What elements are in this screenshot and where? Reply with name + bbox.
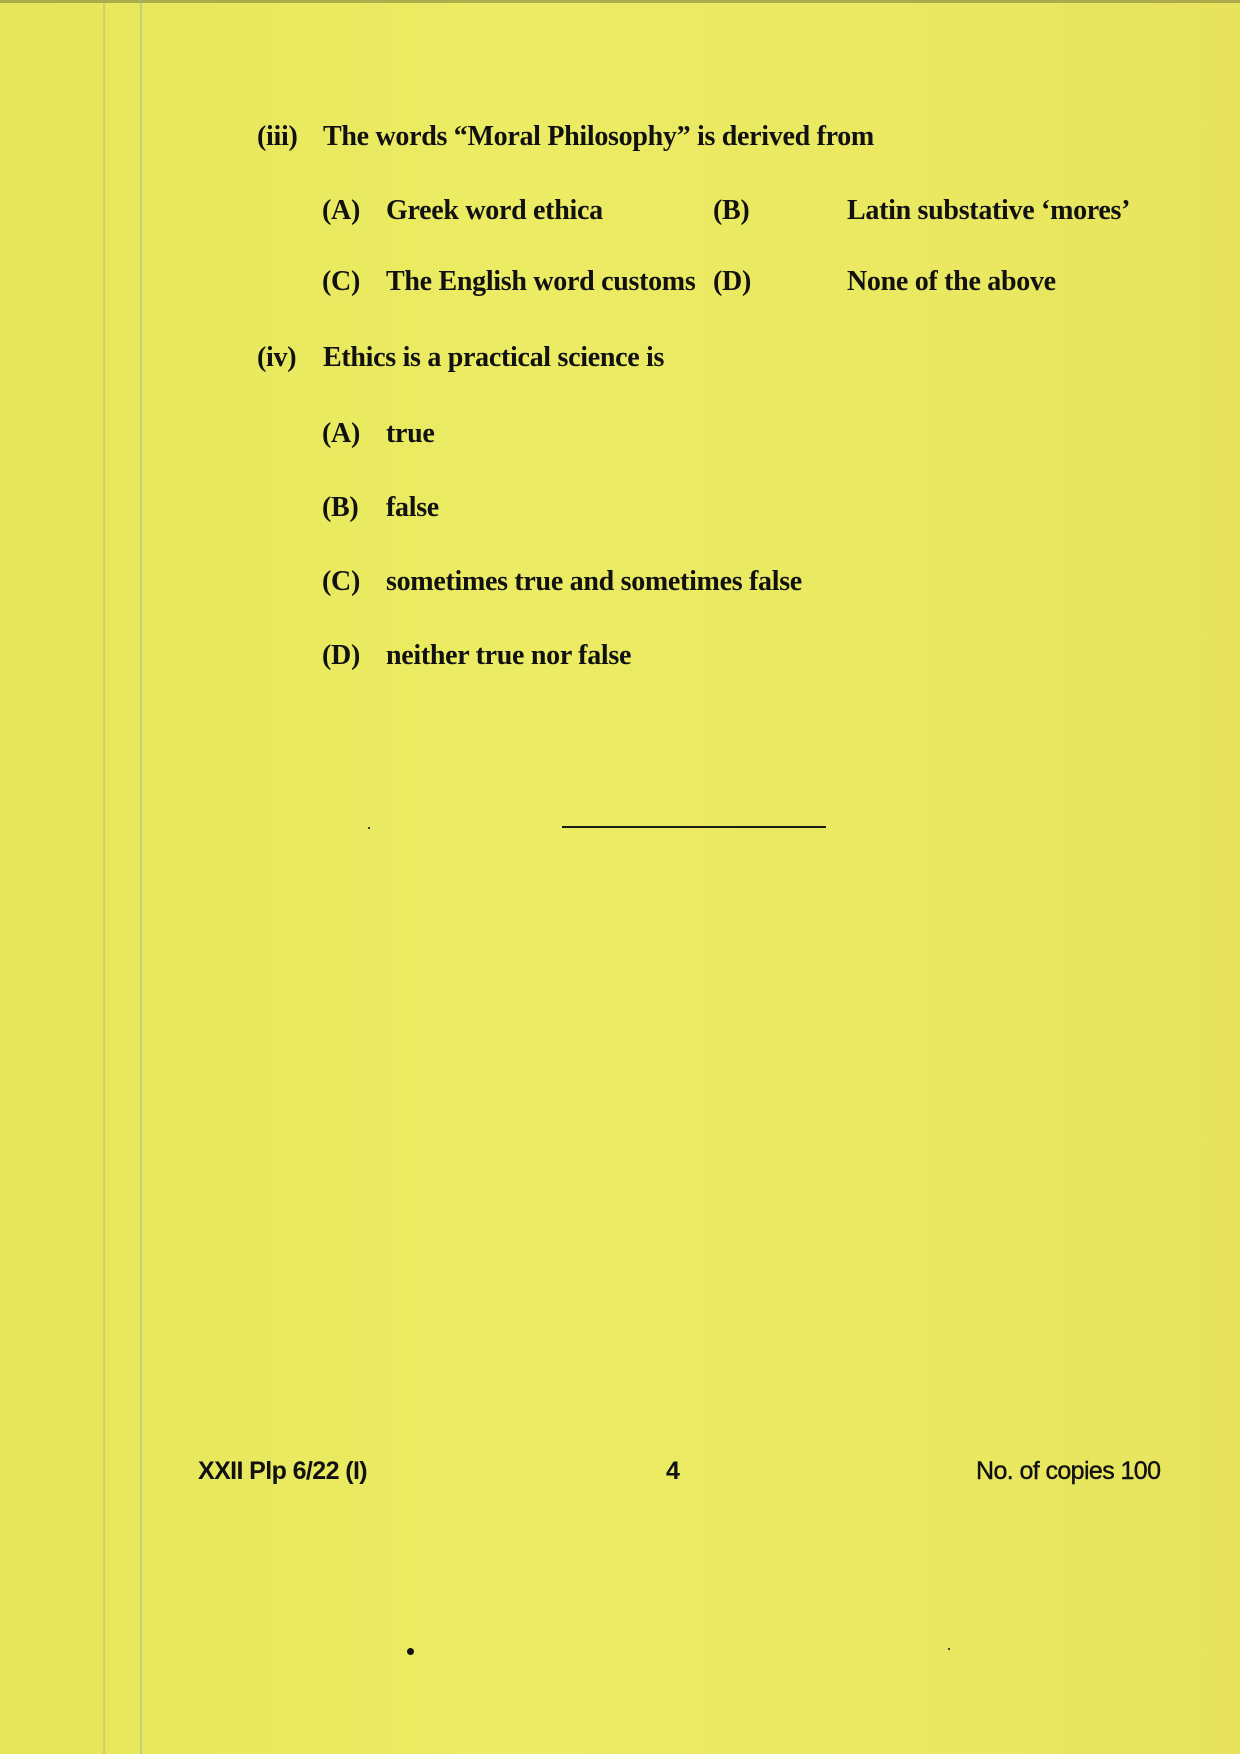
- option-iii-a: [322, 195, 603, 227]
- option-iii-c: [322, 266, 695, 298]
- question-iv: [257, 342, 664, 374]
- option-letter: (B): [322, 492, 359, 523]
- question-number: (iv): [257, 342, 297, 373]
- copies-count: No. of copies 100: [976, 1457, 1161, 1485]
- option-letter: (C): [322, 266, 360, 297]
- option-iv-a: [322, 418, 435, 450]
- scan-speck: [407, 1648, 414, 1655]
- option-letter: (A): [322, 195, 360, 226]
- option-iv-d: [322, 640, 631, 672]
- option-letter: (C): [322, 566, 360, 597]
- option-text: The English word customs: [386, 266, 696, 297]
- question-iii: [257, 121, 874, 153]
- option-iii-d-letter: [713, 266, 751, 298]
- option-text: true: [386, 418, 435, 449]
- paper-code: XXII Plp 6/22 (I): [198, 1457, 368, 1485]
- margin-line: [140, 0, 142, 1754]
- option-text: neither true nor false: [386, 640, 632, 671]
- question-text: Ethics is a practical science is: [323, 342, 665, 373]
- option-text: Latin substative ‘mores’: [847, 195, 1131, 226]
- option-text: false: [386, 492, 439, 523]
- option-text: sometimes true and sometimes false: [386, 566, 802, 597]
- option-iv-c: [322, 566, 802, 598]
- option-letter: (B): [713, 195, 750, 226]
- end-divider: [562, 826, 826, 828]
- question-number: (iii): [257, 121, 298, 152]
- option-iii-b-letter: [713, 195, 749, 227]
- option-text: Greek word ethica: [386, 195, 603, 226]
- scan-speck: [948, 1648, 950, 1650]
- page-top-edge: [0, 0, 1240, 3]
- option-letter: (D): [713, 266, 751, 297]
- page-number: 4: [666, 1457, 680, 1485]
- option-text: None of the above: [847, 266, 1056, 297]
- option-iii-b-text: [847, 195, 1130, 227]
- option-letter: (D): [322, 640, 360, 671]
- scan-speck: [368, 827, 370, 829]
- option-letter: (A): [322, 418, 360, 449]
- margin-line: [103, 0, 105, 1754]
- option-iii-d-text: [847, 266, 1056, 298]
- question-text: The words “Moral Philosophy” is derived from: [323, 121, 874, 152]
- option-iv-b: [322, 492, 439, 524]
